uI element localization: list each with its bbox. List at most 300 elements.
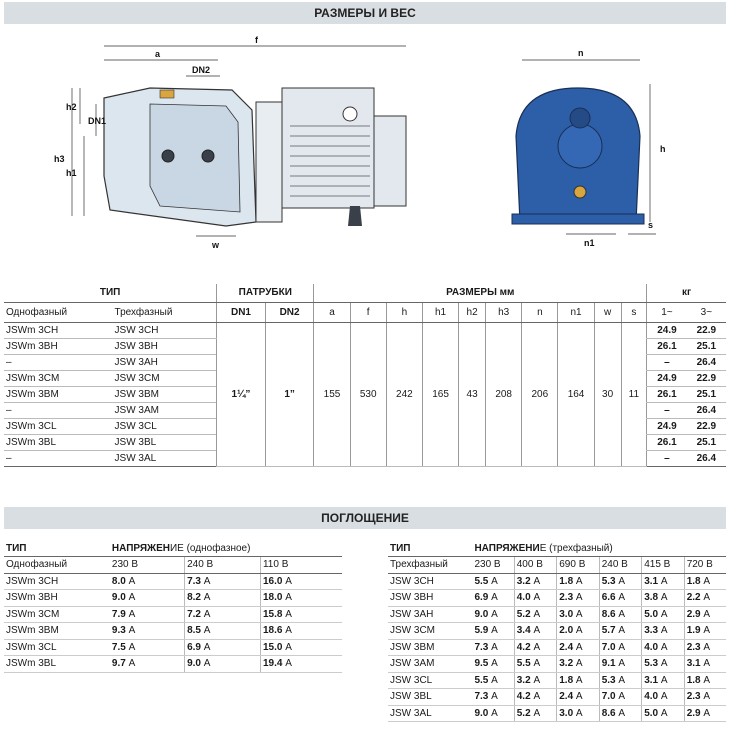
current-number: 5.7 [601,625,616,637]
current-number: 2.4 [559,691,574,703]
header-type: ТИП [4,284,217,302]
current-unit: А [703,674,711,686]
model-three: JSW 3AL [113,450,217,466]
model-single: – [4,354,113,370]
current-value [185,639,261,656]
weight-three: 22.9 [687,370,726,386]
weight-single: – [647,402,687,418]
current-number: 15.8 [262,608,283,620]
current-unit: А [703,575,711,587]
current-unit: А [618,592,626,604]
model-three: JSW 3CM [113,370,217,386]
weight-three: 26.4 [687,354,726,370]
current-unit: А [618,608,626,620]
current-unit: А [703,691,711,703]
current-value [260,606,342,623]
current-unit: А [128,641,136,653]
current-number: 3.1 [686,658,701,670]
current-number: 8.6 [601,707,616,719]
voltage-rest: ИЕ (однофазное) [169,542,251,554]
current-value [557,606,599,623]
weight-single: 24.9 [647,370,687,386]
current-number: 4.0 [644,691,659,703]
table-row [4,590,342,607]
current-unit: А [491,674,498,686]
model-name: JSWm 3CL [4,639,110,656]
current-number: 5.3 [644,658,659,670]
current-unit: А [285,641,292,653]
size-f: 530 [350,322,386,466]
current-value [684,606,726,623]
dim-label-dn1: DN1 [88,116,107,126]
current-value [684,656,726,673]
model-three: JSW 3AM [113,402,217,418]
current-value [642,672,684,689]
model-three: JSW 3CH [113,322,217,338]
current-unit: А [128,658,136,670]
model-single: – [4,402,113,418]
current-unit: А [533,592,541,604]
current-value [110,623,185,640]
current-unit: А [575,625,583,637]
current-unit: А [703,641,711,653]
model-single: – [4,450,113,466]
current-number: 1.8 [559,674,574,686]
header-sizes: РАЗМЕРЫ мм [314,284,647,302]
size-h2: 43 [459,322,486,466]
current-unit: А [703,592,711,604]
current-value [514,705,556,722]
current-value [185,656,261,673]
model-three: JSW 3BM [113,386,217,402]
current-unit: А [618,658,626,670]
current-number: 4.0 [644,641,659,653]
current-number: 9.0 [474,707,489,719]
pump-drawing [0,26,730,276]
size-n: 206 [522,322,558,466]
col-h3: h3 [486,302,522,322]
current-value [557,689,599,706]
current-value [642,656,684,673]
model-name: JSWm 3BH [4,590,110,607]
current-value [599,590,641,607]
table-row [4,606,342,623]
current-unit: А [660,641,668,653]
current-unit: А [491,691,498,703]
current-value [599,606,641,623]
current-unit: А [660,658,668,670]
dim-label-w: w [212,240,220,250]
current-unit: А [533,641,541,653]
current-unit: А [285,608,292,620]
voltage-rest: Е (трехфазный) [539,542,613,554]
current-number: 6.6 [601,592,616,604]
current-value [642,590,684,607]
current-number: 2.0 [559,625,574,637]
current-unit: А [203,575,211,587]
current-number: 3.2 [559,658,574,670]
current-unit: А [533,608,541,620]
current-value [599,672,641,689]
header-voltage [110,540,342,557]
current-unit: А [575,575,583,587]
table-row [388,672,726,689]
current-number: 7.5 [111,641,126,653]
model-name: JSW 3BL [388,689,472,706]
current-number: 2.9 [686,608,701,620]
current-value [514,656,556,673]
dim-label-h: h [660,144,666,154]
dim-label-f: f [255,35,258,45]
current-number: 2.2 [686,592,701,604]
current-unit: А [660,592,668,604]
current-number: 3.1 [644,575,659,587]
current-value [260,639,342,656]
current-number: 9.0 [187,658,201,670]
voltage-col: 230 В [472,557,514,574]
current-number: 9.0 [474,608,489,620]
weight-three: 22.9 [687,322,726,338]
col-h1: h1 [422,302,458,322]
current-number: 1.8 [559,575,574,587]
current-number: 9.7 [111,658,126,670]
current-value [110,590,185,607]
current-unit: А [618,691,626,703]
current-number: 3.0 [559,608,574,620]
current-unit: А [703,707,711,719]
dimensions-table [4,284,726,467]
current-value [557,672,599,689]
current-unit: А [491,608,498,620]
pump-side-view [104,88,406,226]
current-number: 3.0 [559,707,574,719]
current-number: 5.5 [516,658,531,670]
current-unit: А [618,641,626,653]
current-unit: А [618,707,626,719]
current-value [514,689,556,706]
current-number: 1.8 [686,575,701,587]
current-value [110,656,185,673]
current-value [599,623,641,640]
model-name: JSW 3AH [388,606,472,623]
current-unit: А [203,608,211,620]
col-single: Однофазный [4,302,113,322]
current-unit: А [618,625,626,637]
current-value [684,573,726,590]
col-three: Трехфазный [113,302,217,322]
model-single: JSWm 3BL [4,434,113,450]
current-value [472,672,514,689]
col-s: s [621,302,647,322]
current-value [557,623,599,640]
current-unit: А [285,625,292,637]
table-row [388,573,726,590]
current-unit: А [533,674,541,686]
current-number: 6.9 [474,592,489,604]
weight-three: 25.1 [687,338,726,354]
size-s: 11 [621,322,647,466]
model-three: JSW 3AH [113,354,217,370]
current-value [642,689,684,706]
pump-front-view [512,88,644,224]
size-a: 155 [314,322,350,466]
col-dn1: DN1 [217,302,266,322]
current-number: 5.9 [474,625,489,637]
current-unit: А [128,608,136,620]
current-value [260,573,342,590]
current-number: 3.2 [516,575,531,587]
current-value [472,623,514,640]
current-number: 7.3 [187,575,201,587]
current-value [472,590,514,607]
header-row [388,540,726,557]
model-name: JSW 3AM [388,656,472,673]
current-number: 2.4 [559,641,574,653]
current-value [599,573,641,590]
dim-label-h3: h3 [54,154,65,164]
size-h: 242 [386,322,422,466]
model-name: JSW 3BM [388,639,472,656]
current-number: 3.1 [644,674,659,686]
dim-label-h2: h2 [66,102,77,112]
table-row [388,606,726,623]
current-value [472,639,514,656]
model-name: JSW 3CL [388,672,472,689]
model-single: JSWm 3CM [4,370,113,386]
col-w: w [594,302,621,322]
model-name: JSW 3BH [388,590,472,607]
voltage-col: 240 В [185,557,261,574]
current-value [684,672,726,689]
current-unit: А [703,608,711,620]
current-number: 5.3 [601,674,616,686]
current-number: 4.2 [516,691,531,703]
header-voltage [472,540,726,557]
absorption-three-phase-table [388,540,726,722]
current-value [599,705,641,722]
current-unit: А [533,658,541,670]
dim-label-n: n [578,48,584,58]
current-value [514,606,556,623]
table-row [4,322,726,338]
current-value [514,672,556,689]
weight-three: 25.1 [687,434,726,450]
dim-label-h1: h1 [66,168,77,178]
table-row [4,656,342,673]
current-number: 16.0 [262,575,283,587]
current-value [642,639,684,656]
current-value [260,656,342,673]
table-row [388,705,726,722]
current-number: 5.0 [644,608,659,620]
weight-three: 26.4 [687,450,726,466]
current-number: 8.0 [111,575,126,587]
voltage-col: 415 В [642,557,684,574]
current-value [260,590,342,607]
model-name: JSWm 3CM [4,606,110,623]
current-unit: А [533,625,541,637]
current-number: 7.9 [111,608,126,620]
current-unit: А [533,691,541,703]
weight-single: 26.1 [647,338,687,354]
current-unit: А [703,658,711,670]
current-number: 7.2 [187,608,201,620]
model-name: JSW 3CM [388,623,472,640]
current-value [185,590,261,607]
voltage-bold: НАПРЯЖЕН [111,542,170,554]
section-title-dimensions: РАЗМЕРЫ И ВЕС [4,2,726,24]
current-unit: А [660,707,668,719]
model-three: JSW 3BH [113,338,217,354]
col-n: n [522,302,558,322]
current-number: 2.9 [686,707,701,719]
subheader-phase: Трехфазный [388,557,472,574]
current-unit: А [491,592,498,604]
current-number: 19.4 [262,658,283,670]
header-type: ТИП [4,540,110,557]
current-unit: А [618,674,626,686]
size-h1: 165 [422,322,458,466]
weight-single: – [647,450,687,466]
col-dn2: DN2 [265,302,314,322]
current-number: 2.3 [559,592,574,604]
current-value [642,705,684,722]
header-row [4,540,342,557]
current-number: 4.0 [516,592,531,604]
voltage-col: 720 В [684,557,726,574]
dim-label-a: a [155,49,161,59]
current-value [185,606,261,623]
section-title-absorption: ПОГЛОЩЕНИЕ [4,507,726,529]
table-row [388,590,726,607]
current-unit: А [618,575,626,587]
current-unit: А [575,707,583,719]
current-unit: А [203,641,211,653]
current-value [642,623,684,640]
current-number: 5.2 [516,608,531,620]
col-h: h [386,302,422,322]
current-value [514,639,556,656]
col-h2: h2 [459,302,486,322]
current-unit: А [491,707,498,719]
dn2-value: 1” [265,322,314,466]
col-a: a [314,302,350,322]
current-value [684,705,726,722]
current-number: 7.0 [601,641,616,653]
current-number: 1.9 [686,625,701,637]
model-name: JSWm 3BM [4,623,110,640]
current-number: 5.3 [601,575,616,587]
current-number: 6.9 [187,641,201,653]
current-number: 3.3 [644,625,659,637]
size-w: 30 [594,322,621,466]
current-unit: А [575,608,583,620]
voltage-col: 400 В [514,557,556,574]
table-row [388,689,726,706]
current-unit: А [575,658,583,670]
current-number: 15.0 [262,641,283,653]
weight-single: 24.9 [647,322,687,338]
current-value [185,623,261,640]
current-value [557,705,599,722]
dim-label-s: s [648,220,654,230]
current-value [110,606,185,623]
current-unit: А [660,691,668,703]
current-number: 5.0 [644,707,659,719]
current-value [684,639,726,656]
col-f: f [350,302,386,322]
model-name: JSW 3AL [388,705,472,722]
current-unit: А [285,592,292,604]
current-value [514,573,556,590]
model-single: JSWm 3BM [4,386,113,402]
current-unit: А [128,625,136,637]
current-number: 18.0 [262,592,283,604]
dim-label-dn2: DN2 [192,65,211,75]
table-row [4,623,342,640]
current-value [684,689,726,706]
header-kg: кг [647,284,726,302]
weight-three: 22.9 [687,418,726,434]
model-three: JSW 3CL [113,418,217,434]
current-unit: А [128,592,136,604]
table-row [388,639,726,656]
current-unit: А [491,625,498,637]
current-unit: А [660,674,668,686]
current-value [684,590,726,607]
header-ports: ПАТРУБКИ [217,284,314,302]
table-row [388,656,726,673]
model-single: JSWm 3BH [4,338,113,354]
weight-three: 26.4 [687,402,726,418]
current-value [472,606,514,623]
current-value [642,606,684,623]
current-value [110,639,185,656]
current-number: 2.3 [686,641,701,653]
current-unit: А [533,707,541,719]
current-value [260,623,342,640]
subheader-phase: Однофазный [4,557,110,574]
voltage-bold: НАПРЯЖЕНИ [474,542,540,554]
current-unit: А [491,658,498,670]
current-unit: А [491,575,498,587]
model-name: JSWm 3BL [4,656,110,673]
current-value [599,656,641,673]
current-number: 2.3 [686,691,701,703]
current-unit: А [703,625,711,637]
current-value [472,656,514,673]
current-number: 9.5 [474,658,489,670]
current-unit: А [203,625,211,637]
current-number: 9.0 [111,592,126,604]
size-h3: 208 [486,322,522,466]
current-value [557,573,599,590]
current-value [514,623,556,640]
current-number: 1.8 [686,674,701,686]
dim-label-n1: n1 [584,238,595,248]
col-kg-three: 3~ [687,302,726,322]
voltage-col: 230 В [110,557,185,574]
current-number: 3.4 [516,625,531,637]
current-number: 8.5 [187,625,201,637]
current-number: 4.2 [516,641,531,653]
current-number: 8.2 [187,592,201,604]
current-unit: А [660,608,668,620]
voltage-col: 240 В [599,557,641,574]
current-value [684,623,726,640]
table-row [4,573,342,590]
subheader-row [4,557,342,574]
